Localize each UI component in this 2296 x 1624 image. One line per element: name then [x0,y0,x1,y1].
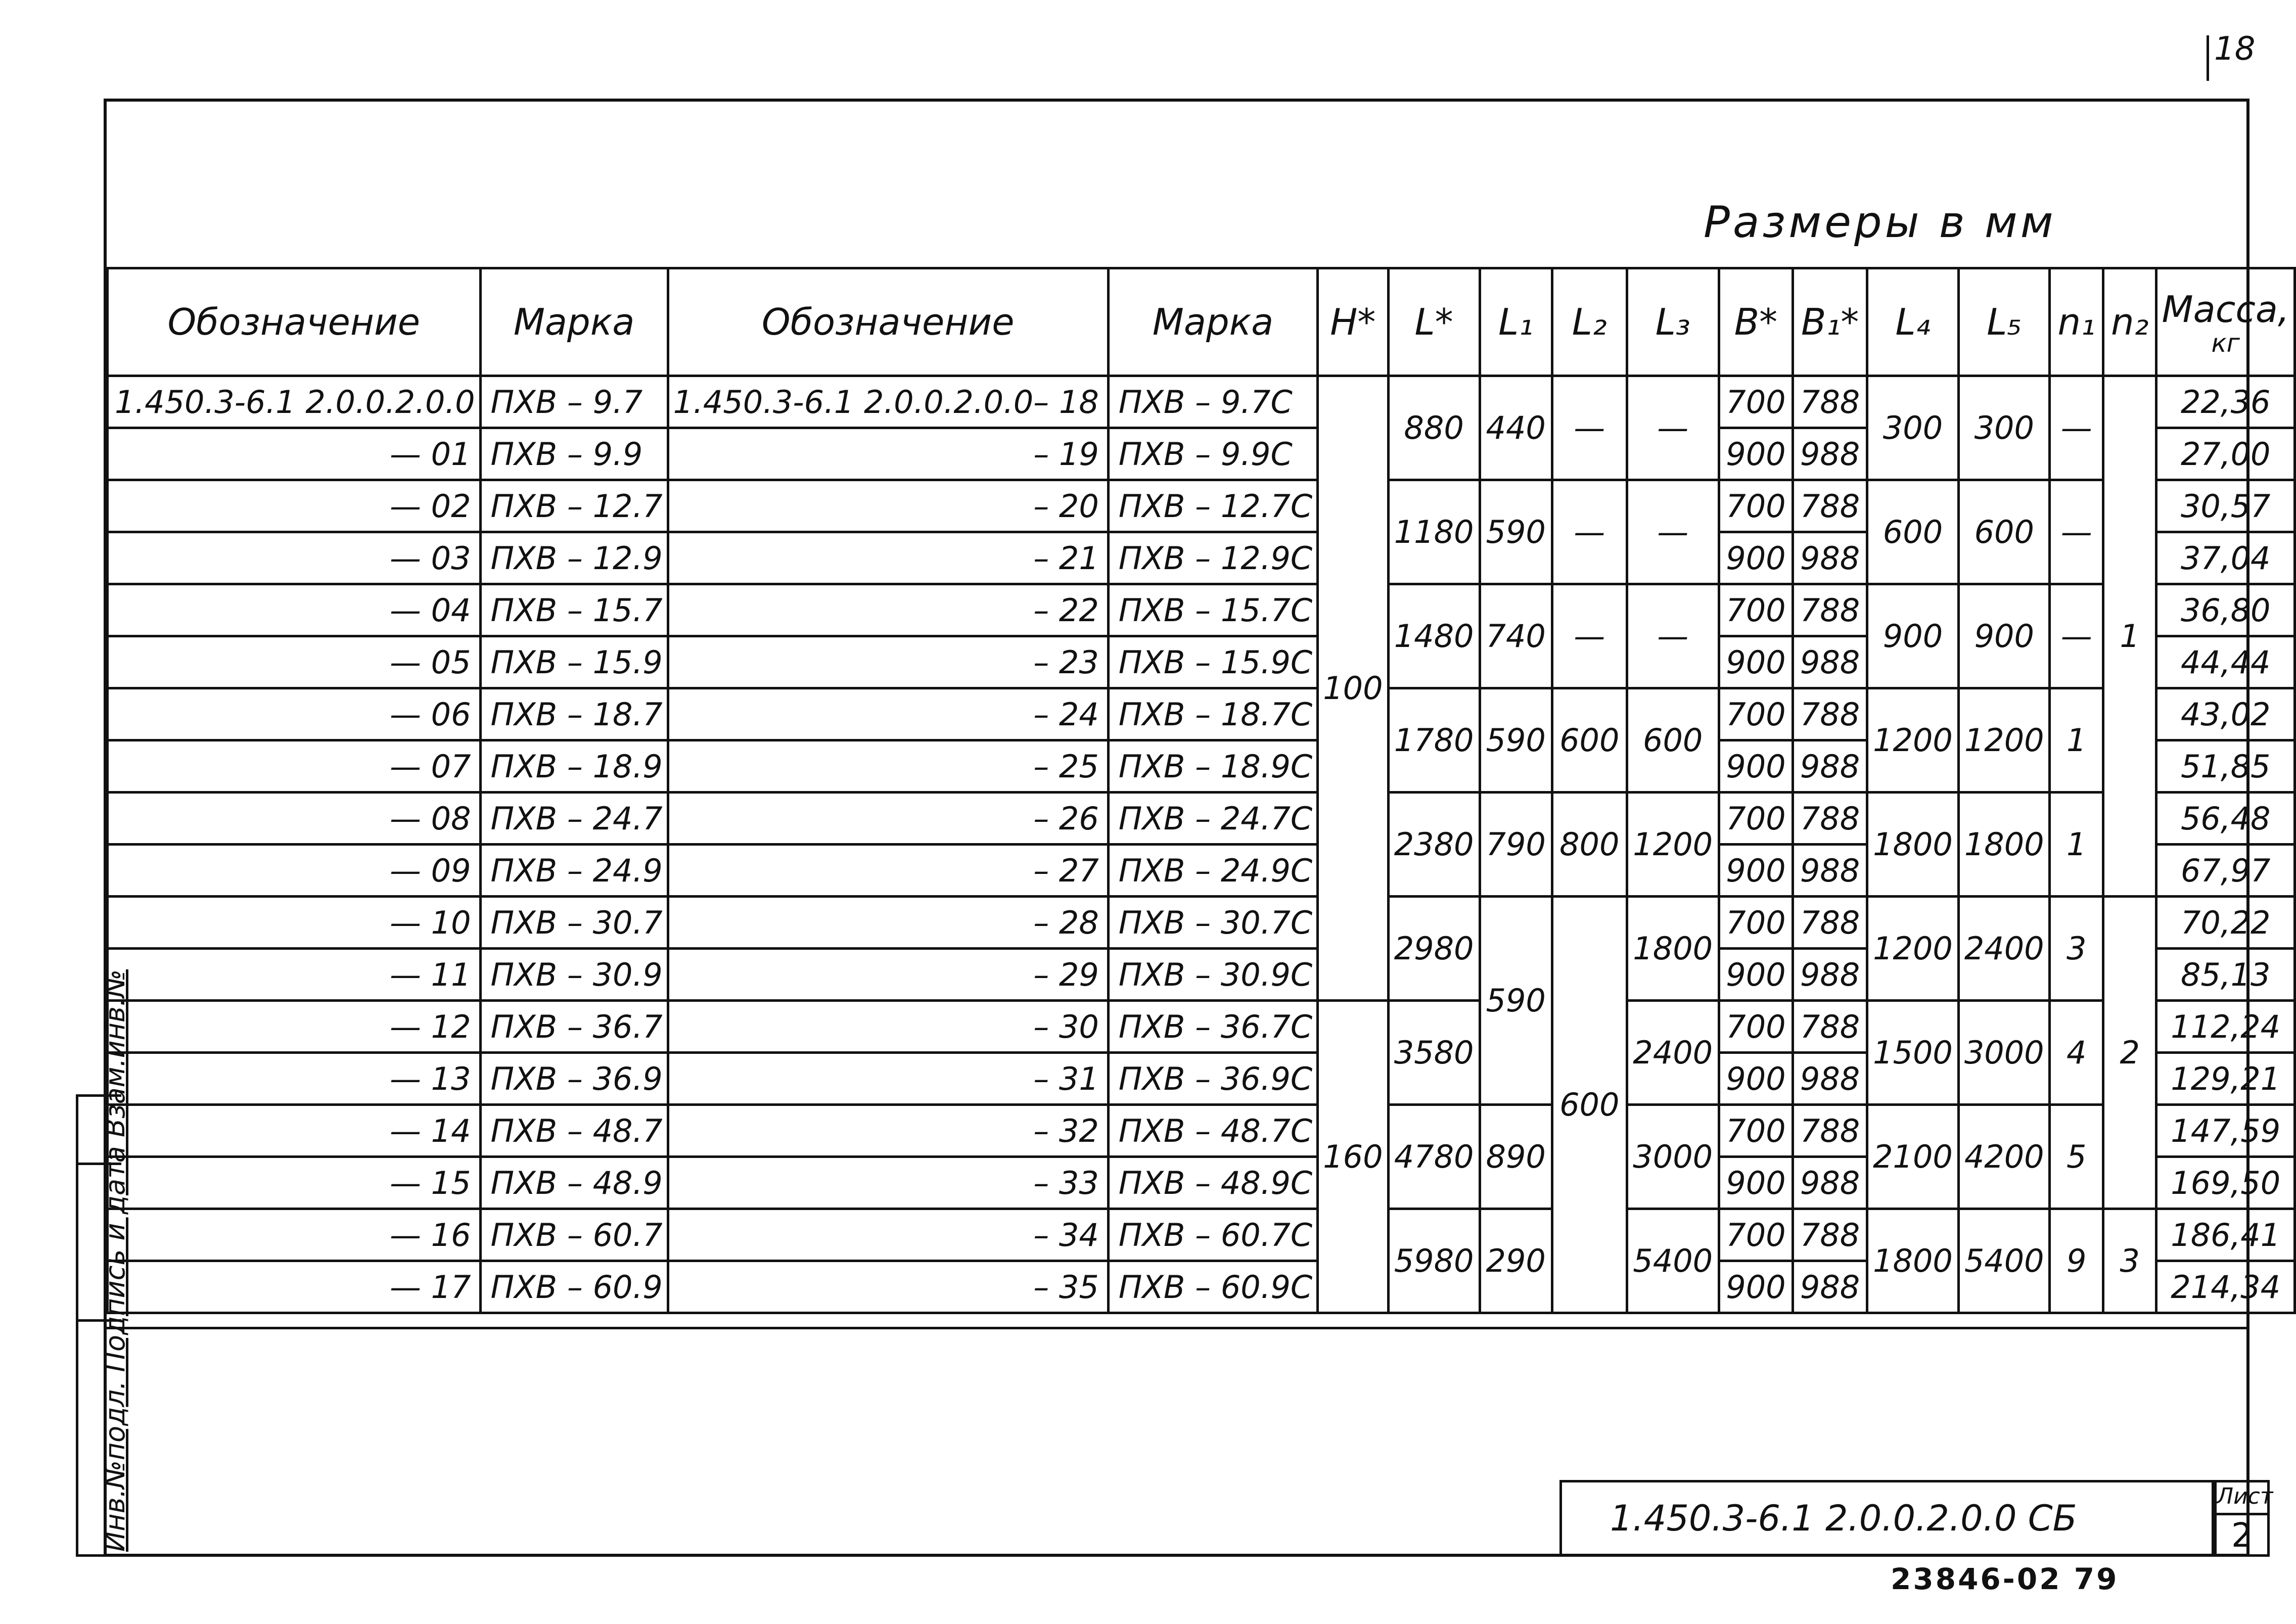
designation-cell: – 24 [668,688,1108,740]
l-cell: 1780 [1388,688,1480,793]
l1-cell: 290 [1480,1209,1552,1313]
mass-cell: 22,36 [2156,376,2295,428]
b1-cell: 788 [1793,1105,1867,1157]
n2-cell: 2 [2103,897,2156,1209]
designation-cell: — 17 [108,1261,481,1313]
b1-cell: 788 [1793,793,1867,845]
mark-cell: ПХВ – 12.7С [1108,480,1317,532]
b1-cell: 988 [1793,949,1867,1001]
l2-cell: — [1552,376,1627,480]
l-cell: 5980 [1388,1209,1480,1313]
title-block-code: 1.450.3-6.1 2.0.0.2.0.0 СБ [1559,1480,2214,1557]
mark-cell: ПХВ – 48.7С [1108,1105,1317,1157]
l4-cell: 1200 [1867,688,1958,793]
l2-cell: 600 [1552,897,1627,1313]
mass-cell: 169,50 [2156,1157,2295,1209]
mark-cell: ПХВ – 18.9 [480,740,668,793]
header-mark-1: Марка [480,268,668,376]
l1-cell: 590 [1480,688,1552,793]
l2-cell: 600 [1552,688,1627,793]
mark-cell: ПХВ – 24.7 [480,793,668,845]
l1-cell: 590 [1480,897,1552,1105]
inventory-strip-text: Инв.№подл. Подпись и дата Взам.инв.№ [99,969,131,1552]
sheet-label: Лист [2217,1483,2267,1515]
mass-cell: 51,85 [2156,740,2295,793]
b1-cell: 988 [1793,845,1867,897]
mark-cell: ПХВ – 60.7С [1108,1209,1317,1261]
table-row [108,688,2295,740]
b-cell: 700 [1719,376,1793,428]
designation-cell: 1.450.3-6.1 2.0.0.2.0.0 [108,376,481,428]
n1-cell: 5 [2050,1105,2103,1209]
b1-cell: 788 [1793,480,1867,532]
b-cell: 900 [1719,532,1793,584]
l-cell: 3580 [1388,1001,1480,1105]
l-cell: 1180 [1388,480,1480,584]
mark-cell: ПХВ – 36.7 [480,1001,668,1053]
mass-cell: 43,02 [2156,688,2295,740]
l5-cell: 4200 [1959,1105,2050,1209]
b-cell: 900 [1719,949,1793,1001]
mark-cell: ПХВ – 36.9 [480,1053,668,1105]
header-l5: L₅ [1959,268,2050,376]
l1-cell: 790 [1480,793,1552,897]
table-row [108,1209,2295,1261]
l4-cell: 300 [1867,376,1958,480]
mass-cell: 37,04 [2156,532,2295,584]
l4-cell: 1200 [1867,897,1958,1001]
designation-cell: — 01 [108,428,481,480]
mass-cell: 44,44 [2156,636,2295,688]
l3-cell: — [1627,376,1719,480]
header-mark-2: Марка [1108,268,1317,376]
b-cell: 900 [1719,1053,1793,1105]
b-cell: 700 [1719,584,1793,636]
mark-cell: ПХВ – 48.9 [480,1157,668,1209]
header-mass-unit: кг [2211,329,2240,358]
archive-number: 23846-02 79 [1891,1562,2119,1596]
l5-cell: 2400 [1959,897,2050,1001]
b-cell: 900 [1719,1261,1793,1313]
b-cell: 700 [1719,1209,1793,1261]
l4-cell: 1800 [1867,793,1958,897]
mark-cell: ПХВ – 15.9С [1108,636,1317,688]
n1-cell: 9 [2050,1209,2103,1313]
mark-cell: ПХВ – 60.9С [1108,1261,1317,1313]
designation-cell: — 16 [108,1209,481,1261]
mark-cell: ПХВ – 36.9С [1108,1053,1317,1105]
designation-cell: – 23 [668,636,1108,688]
designation-cell: – 32 [668,1105,1108,1157]
l-cell: 880 [1388,376,1480,480]
l4-cell: 1800 [1867,1209,1958,1313]
header-h: H* [1318,268,1388,376]
l3-cell: 2400 [1627,1001,1719,1105]
mass-cell: 147,59 [2156,1105,2295,1157]
b1-cell: 788 [1793,1209,1867,1261]
l3-cell: 5400 [1627,1209,1719,1313]
b-cell: 900 [1719,845,1793,897]
designation-cell: – 19 [668,428,1108,480]
b1-cell: 988 [1793,1053,1867,1105]
mass-cell: 27,00 [2156,428,2295,480]
l5-cell: 1800 [1959,793,2050,897]
designation-cell: – 26 [668,793,1108,845]
table-row [108,897,2295,949]
b1-cell: 788 [1793,584,1867,636]
dimensions-caption: Размеры в мм [1704,197,2056,248]
header-b: B* [1719,268,1793,376]
mark-cell: ПХВ – 12.9 [480,532,668,584]
mark-cell: ПХВ – 15.9 [480,636,668,688]
designation-cell: — 14 [108,1105,481,1157]
n1-cell: — [2050,584,2103,688]
table-row [108,1001,2295,1053]
l1-cell: 740 [1480,584,1552,688]
h-cell: 100 [1318,376,1388,1001]
l5-cell: 5400 [1959,1209,2050,1313]
header-n1: n₁ [2050,268,2103,376]
sheet-number: 2 [2231,1516,2253,1555]
mark-cell: ПХВ – 30.9 [480,949,668,1001]
b-cell: 900 [1719,428,1793,480]
b-cell: 700 [1719,1001,1793,1053]
table-row [108,793,2295,845]
mark-cell: ПХВ – 60.7 [480,1209,668,1261]
mark-cell: ПХВ – 24.9 [480,845,668,897]
mark-cell: ПХВ – 18.7 [480,688,668,740]
mark-cell: ПХВ – 12.7 [480,480,668,532]
designation-cell: – 30 [668,1001,1108,1053]
mark-cell: ПХВ – 30.7 [480,897,668,949]
header-l: L* [1388,268,1480,376]
mass-cell: 129,21 [2156,1053,2295,1105]
n1-cell: 1 [2050,793,2103,897]
l3-cell: 3000 [1627,1105,1719,1209]
l5-cell: 900 [1959,584,2050,688]
designation-cell: – 34 [668,1209,1108,1261]
mass-cell: 70,22 [2156,897,2295,949]
top-tick-mark [2207,35,2209,81]
mass-cell: 67,97 [2156,845,2295,897]
n2-cell: 3 [2103,1209,2156,1313]
b1-cell: 988 [1793,532,1867,584]
l5-cell: 600 [1959,480,2050,584]
l2-cell: 800 [1552,793,1627,897]
designation-cell: – 20 [668,480,1108,532]
designation-cell: – 35 [668,1261,1108,1313]
mass-cell: 30,57 [2156,480,2295,532]
table-row [108,376,2295,428]
l4-cell: 600 [1867,480,1958,584]
l1-cell: 590 [1480,480,1552,584]
designation-cell: – 33 [668,1157,1108,1209]
l3-cell: 1200 [1627,793,1719,897]
designation-cell: — 08 [108,793,481,845]
header-mass [2156,268,2295,376]
n1-cell: — [2050,376,2103,480]
b1-cell: 988 [1793,428,1867,480]
mass-cell: 186,41 [2156,1209,2295,1261]
l3-cell: — [1627,480,1719,584]
mark-cell: ПХВ – 48.7 [480,1105,668,1157]
l5-cell: 1200 [1959,688,2050,793]
specification-table [106,267,2296,1314]
b-cell: 700 [1719,1105,1793,1157]
b-cell: 700 [1719,897,1793,949]
l1-cell: 890 [1480,1105,1552,1209]
header-l4: L₄ [1867,268,1958,376]
n1-cell: — [2050,480,2103,584]
designation-cell: — 11 [108,949,481,1001]
b-cell: 900 [1719,740,1793,793]
table-bottom-rule [106,1327,2249,1329]
designation-cell: – 29 [668,949,1108,1001]
h-cell: 160 [1318,1001,1388,1313]
designation-cell: – 31 [668,1053,1108,1105]
b-cell: 900 [1719,1157,1793,1209]
designation-cell: – 27 [668,845,1108,897]
designation-cell: — 10 [108,897,481,949]
l5-cell: 300 [1959,376,2050,480]
mark-cell: ПХВ – 24.7С [1108,793,1317,845]
table-row [108,480,2295,532]
header-b1: B₁* [1793,268,1867,376]
header-n2: n₂ [2103,268,2156,376]
l-cell: 1480 [1388,584,1480,688]
designation-cell: — 09 [108,845,481,897]
l1-cell: 440 [1480,376,1552,480]
b-cell: 700 [1719,688,1793,740]
l-cell: 2380 [1388,793,1480,897]
mark-cell: ПХВ – 12.9С [1108,532,1317,584]
l-cell: 4780 [1388,1105,1480,1209]
b-cell: 700 [1719,480,1793,532]
mark-cell: ПХВ – 30.9С [1108,949,1317,1001]
designation-cell: – 21 [668,532,1108,584]
mark-cell: ПХВ – 48.9С [1108,1157,1317,1209]
designation-cell: – 22 [668,584,1108,636]
designation-cell: — 15 [108,1157,481,1209]
mark-cell: ПХВ – 60.9 [480,1261,668,1313]
mass-cell: 85,13 [2156,949,2295,1001]
mark-cell: ПХВ – 18.9С [1108,740,1317,793]
mass-cell: 36,80 [2156,584,2295,636]
header-designation-2: Обозначение [668,268,1108,376]
mass-cell: 56,48 [2156,793,2295,845]
n2-cell: 1 [2103,376,2156,897]
header-mass-label: Масса, [2162,288,2289,331]
designation-cell: — 13 [108,1053,481,1105]
table-row [108,584,2295,636]
header-l2: L₂ [1552,268,1627,376]
mark-cell: ПХВ – 15.7 [480,584,668,636]
b1-cell: 788 [1793,897,1867,949]
b1-cell: 988 [1793,740,1867,793]
mark-cell: ПХВ – 9.7 [480,376,668,428]
n1-cell: 1 [2050,688,2103,793]
l5-cell: 3000 [1959,1001,2050,1105]
designation-cell: — 02 [108,480,481,532]
l3-cell: 600 [1627,688,1719,793]
l2-cell: — [1552,584,1627,688]
mark-cell: ПХВ – 9.7С [1108,376,1317,428]
b1-cell: 988 [1793,1157,1867,1209]
designation-cell: — 12 [108,1001,481,1053]
l3-cell: — [1627,584,1719,688]
l4-cell: 2100 [1867,1105,1958,1209]
designation-cell: — 03 [108,532,481,584]
b1-cell: 988 [1793,1261,1867,1313]
header-l1: L₁ [1480,268,1552,376]
l3-cell: 1800 [1627,897,1719,1001]
designation-cell: 1.450.3-6.1 2.0.0.2.0.0– 18 [668,376,1108,428]
l2-cell: — [1552,480,1627,584]
mass-cell: 214,34 [2156,1261,2295,1313]
designation-cell: — 04 [108,584,481,636]
designation-cell: — 07 [108,740,481,793]
mass-cell: 112,24 [2156,1001,2295,1053]
mark-cell: ПХВ – 18.7С [1108,688,1317,740]
n1-cell: 4 [2050,1001,2103,1105]
mark-cell: ПХВ – 9.9С [1108,428,1317,480]
b1-cell: 988 [1793,636,1867,688]
header-designation-1: Обозначение [108,268,481,376]
l4-cell: 1500 [1867,1001,1958,1105]
mark-cell: ПХВ – 30.7С [1108,897,1317,949]
b1-cell: 788 [1793,688,1867,740]
l-cell: 2980 [1388,897,1480,1001]
designation-cell: — 06 [108,688,481,740]
mark-cell: ПХВ – 15.7С [1108,584,1317,636]
table-row [108,1105,2295,1157]
l4-cell: 900 [1867,584,1958,688]
table-header-row [108,268,2295,376]
sheet-box [2214,1480,2273,1557]
mark-cell: ПХВ – 9.9 [480,428,668,480]
n1-cell: 3 [2050,897,2103,1001]
b-cell: 700 [1719,793,1793,845]
designation-cell: – 28 [668,897,1108,949]
mark-cell: ПХВ – 36.7С [1108,1001,1317,1053]
b1-cell: 788 [1793,376,1867,428]
designation-cell: — 05 [108,636,481,688]
mark-cell: ПХВ – 24.9С [1108,845,1317,897]
b1-cell: 788 [1793,1001,1867,1053]
b-cell: 900 [1719,636,1793,688]
header-l3: L₃ [1627,268,1719,376]
sheet-number-top: 18 [2214,30,2256,68]
designation-cell: – 25 [668,740,1108,793]
